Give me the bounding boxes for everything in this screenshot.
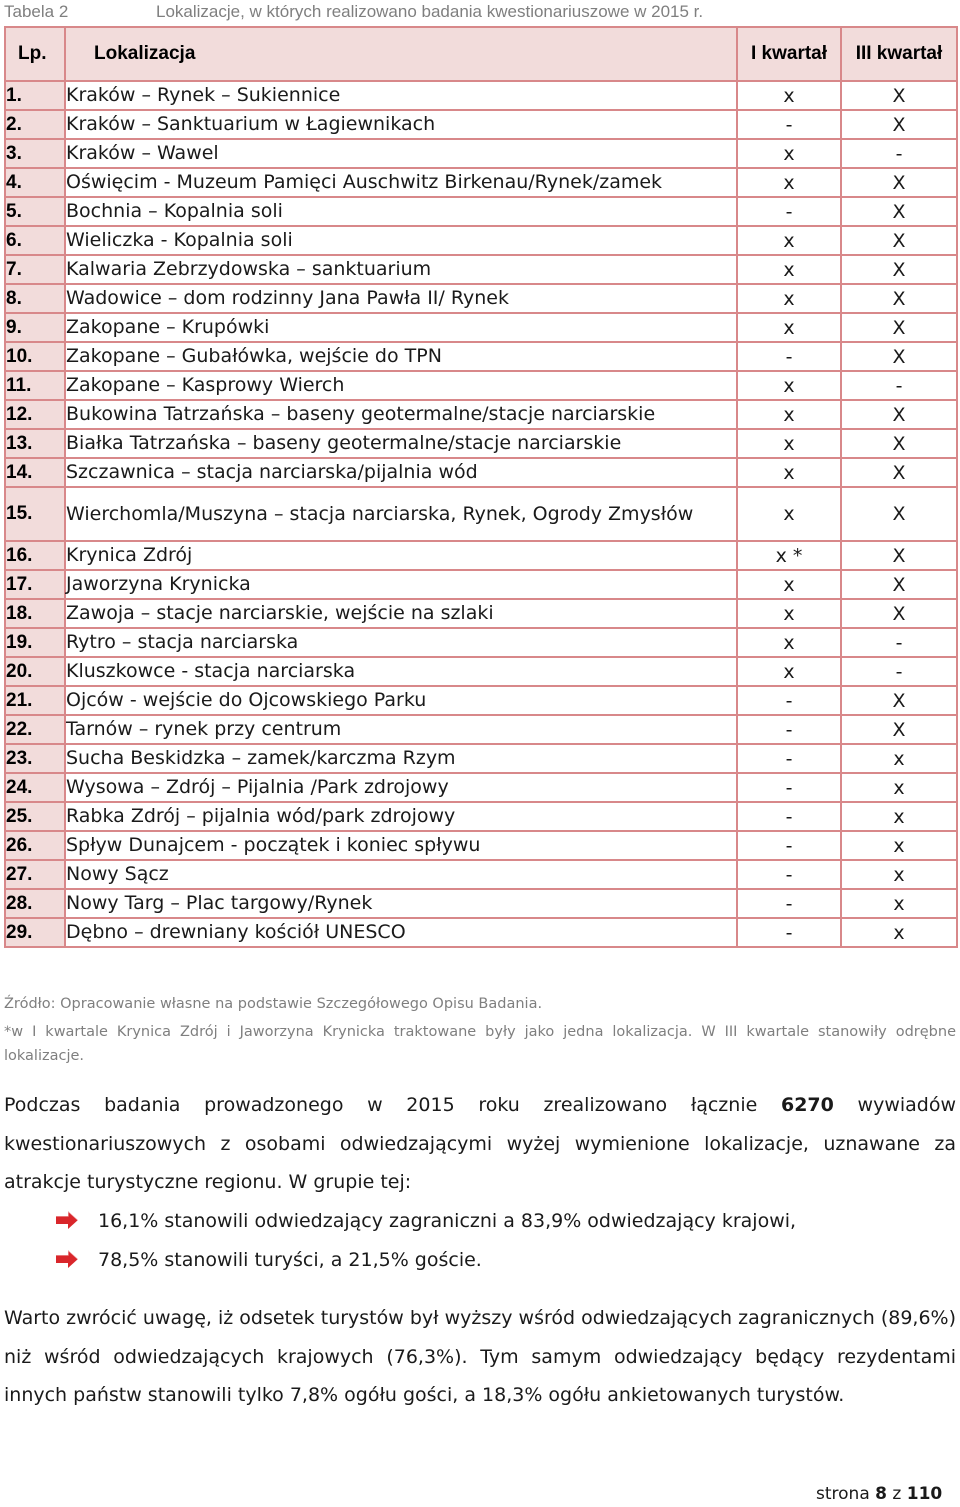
table-row	[5, 715, 957, 744]
row-number: 12.	[5, 400, 65, 429]
row-q1-mark: x	[737, 487, 841, 541]
row-q1-mark: x	[737, 139, 841, 168]
locations-table	[4, 26, 958, 948]
table-row	[5, 255, 957, 284]
row-q3-mark: x	[841, 889, 957, 918]
row-q3-mark: X	[841, 313, 957, 342]
analysis-paragraph: Warto zwrócić uwagę, iż odsetek turystów był wyższy wśród odwiedzających zagranicznych (89,6%) niż wśród odwiedzających krajowych (76,3%). Tym samym odwiedzający będący rezydentami innych państw stanowili tylko 7,8% ogółu gości, a 18,3% ogółu ankietowanych turystów.	[4, 1307, 956, 1406]
right-arrow-icon	[56, 1211, 78, 1229]
row-location: Zakopane – Kasprowy Wierch	[65, 371, 737, 400]
row-q3-mark: X	[841, 686, 957, 715]
footer-mid: z	[892, 1484, 902, 1504]
row-q1-mark: x *	[737, 541, 841, 570]
page-footer	[816, 1484, 942, 1504]
bullet-text: 16,1% stanowili odwiedzający zagraniczni a 83,9% odwiedzający krajowi,	[98, 1210, 797, 1232]
row-q3-mark: X	[841, 197, 957, 226]
table-row	[5, 168, 957, 197]
row-location: Kluszkowce - stacja narciarska	[65, 657, 737, 686]
row-q1-mark: x	[737, 458, 841, 487]
row-location: Wadowice – dom rodzinny Jana Pawła II/ Rynek	[65, 284, 737, 313]
table-row	[5, 860, 957, 889]
table-row	[5, 918, 957, 947]
table-row	[5, 599, 957, 628]
row-number: 23.	[5, 744, 65, 773]
header-lp: Lp.	[5, 27, 65, 81]
row-q1-mark: x	[737, 657, 841, 686]
row-q3-mark: x	[841, 831, 957, 860]
table-row	[5, 831, 957, 860]
row-q1-mark: x	[737, 570, 841, 599]
row-location: Spływ Dunajcem - początek i koniec spływu	[65, 831, 737, 860]
row-q3-mark: x	[841, 860, 957, 889]
row-q3-mark: X	[841, 429, 957, 458]
row-q1-mark: -	[737, 715, 841, 744]
table-title: Lokalizacje, w których realizowano badania kwestionariuszowe w 2015 r.	[156, 2, 704, 21]
table-row	[5, 889, 957, 918]
row-q1-mark: -	[737, 744, 841, 773]
row-q3-mark: x	[841, 744, 957, 773]
row-q3-mark: X	[841, 168, 957, 197]
row-location: Oświęcim - Muzeum Pamięci Auschwitz Birkenau/Rynek/zamek	[65, 168, 737, 197]
summary-text-after: wywiadów kwestionariuszowych z osobami odwiedzającymi wyżej wymienione lokalizacje, uznawane za atrakcje turystyczne regionu. W grupie tej:	[4, 1094, 957, 1193]
row-number: 11.	[5, 371, 65, 400]
source-note: Źródło: Opracowanie własne na podstawie Szczegółowego Opisu Badania.	[4, 996, 543, 1012]
row-q1-mark: -	[737, 918, 841, 947]
row-number: 2.	[5, 110, 65, 139]
footer-prefix: strona	[816, 1484, 870, 1504]
row-q3-mark: X	[841, 255, 957, 284]
table-caption	[4, 2, 954, 24]
table-row	[5, 802, 957, 831]
row-location: Ojców - wejście do Ojcowskiego Parku	[65, 686, 737, 715]
row-q1-mark: x	[737, 599, 841, 628]
row-q1-mark: x	[737, 168, 841, 197]
row-location: Kraków – Wawel	[65, 139, 737, 168]
row-q1-mark: x	[737, 255, 841, 284]
row-number: 15.	[5, 487, 65, 541]
row-number: 7.	[5, 255, 65, 284]
bullet-text: 78,5% stanowili turyści, a 21,5% goście.	[98, 1248, 482, 1271]
table-row	[5, 429, 957, 458]
row-q3-mark: X	[841, 110, 957, 139]
row-q1-mark: x	[737, 313, 841, 342]
row-q1-mark: -	[737, 831, 841, 860]
row-number: 5.	[5, 197, 65, 226]
header-q1: I kwartał	[737, 27, 841, 81]
row-number: 21.	[5, 686, 65, 715]
row-location: Zawoja – stacje narciarskie, wejście na szlaki	[65, 599, 737, 628]
row-location: Krynica Zdrój	[65, 541, 737, 570]
row-number: 24.	[5, 773, 65, 802]
row-q3-mark: X	[841, 226, 957, 255]
row-q3-mark: -	[841, 139, 957, 168]
row-q3-mark: -	[841, 628, 957, 657]
row-q3-mark: x	[841, 773, 957, 802]
row-q1-mark: -	[737, 773, 841, 802]
table-row	[5, 197, 957, 226]
table-row	[5, 657, 957, 686]
row-location: Kraków – Sanktuarium w Łagiewnikach	[65, 110, 737, 139]
table-row	[5, 628, 957, 657]
row-q3-mark: x	[841, 802, 957, 831]
table-row	[5, 284, 957, 313]
row-q3-mark: X	[841, 458, 957, 487]
row-location: Dębno – drewniany kościół UNESCO	[65, 918, 737, 947]
current-page: 8	[875, 1484, 887, 1504]
table-row	[5, 81, 957, 110]
row-location: Wysowa – Zdrój – Pijalnia /Park zdrojowy	[65, 773, 737, 802]
summary-text-before: Podczas badania prowadzonego w 2015 roku zrealizowano łącznie	[4, 1094, 758, 1116]
row-q1-mark: x	[737, 429, 841, 458]
row-q3-mark: X	[841, 715, 957, 744]
header-q3: III kwartał	[841, 27, 957, 81]
row-location: Wierchomla/Muszyna – stacja narciarska, Rynek, Ogrody Zmysłów	[65, 487, 737, 541]
table-row	[5, 371, 957, 400]
row-number: 9.	[5, 313, 65, 342]
table-row	[5, 400, 957, 429]
row-number: 25.	[5, 802, 65, 831]
row-number: 13.	[5, 429, 65, 458]
table-body	[5, 81, 957, 947]
row-location: Kraków – Rynek – Sukiennice	[65, 81, 737, 110]
row-q1-mark: -	[737, 197, 841, 226]
row-number: 16.	[5, 541, 65, 570]
row-location: Nowy Targ – Plac targowy/Rynek	[65, 889, 737, 918]
row-q1-mark: x	[737, 371, 841, 400]
row-location: Kalwaria Zebrzydowska – sanktuarium	[65, 255, 737, 284]
row-q3-mark: X	[841, 570, 957, 599]
table-row	[5, 570, 957, 599]
table-row	[5, 139, 957, 168]
table-row	[5, 541, 957, 570]
interview-count: 6270	[780, 1094, 834, 1116]
table-header-row	[5, 27, 957, 81]
row-q3-mark: X	[841, 342, 957, 371]
row-location: Wieliczka - Kopalnia soli	[65, 226, 737, 255]
row-q1-mark: x	[737, 400, 841, 429]
row-number: 29.	[5, 918, 65, 947]
row-number: 8.	[5, 284, 65, 313]
row-q3-mark: X	[841, 81, 957, 110]
table-row	[5, 458, 957, 487]
table-row	[5, 744, 957, 773]
row-q1-mark: -	[737, 802, 841, 831]
row-number: 1.	[5, 81, 65, 110]
row-location: Szczawnica – stacja narciarska/pijalnia wód	[65, 458, 737, 487]
row-location: Rytro – stacja narciarska	[65, 628, 737, 657]
row-q1-mark: x	[737, 628, 841, 657]
row-location: Bukowina Tatrzańska – baseny geotermalne/stacje narciarskie	[65, 400, 737, 429]
row-q3-mark: X	[841, 599, 957, 628]
row-location: Zakopane – Gubałówka, wejście do TPN	[65, 342, 737, 371]
footnote: *w I kwartale Krynica Zdrój i Jaworzyna Krynicka traktowane były jako jedna lokalizacja. W III kwartale stanowiły odrębne lokalizacje.	[4, 1024, 956, 1064]
bullet-list	[56, 1202, 936, 1279]
row-q1-mark: x	[737, 284, 841, 313]
row-location: Tarnów – rynek przy centrum	[65, 715, 737, 744]
row-location: Sucha Beskidzka – zamek/karczma Rzym	[65, 744, 737, 773]
row-number: 3.	[5, 139, 65, 168]
row-number: 14.	[5, 458, 65, 487]
row-number: 27.	[5, 860, 65, 889]
row-number: 6.	[5, 226, 65, 255]
row-q1-mark: -	[737, 686, 841, 715]
summary-paragraph	[4, 1086, 956, 1202]
row-q3-mark: -	[841, 371, 957, 400]
table-row	[5, 110, 957, 139]
row-location: Bochnia – Kopalnia soli	[65, 197, 737, 226]
row-q1-mark: -	[737, 342, 841, 371]
table-row	[5, 686, 957, 715]
row-location: Białka Tatrzańska – baseny geotermalne/stacje narciarskie	[65, 429, 737, 458]
right-arrow-icon	[56, 1250, 78, 1268]
row-number: 18.	[5, 599, 65, 628]
table-row	[5, 226, 957, 255]
row-location: Nowy Sącz	[65, 860, 737, 889]
header-location: Lokalizacja	[65, 27, 737, 81]
row-q3-mark: X	[841, 487, 957, 541]
row-q3-mark: X	[841, 284, 957, 313]
bullet-item	[56, 1241, 936, 1280]
row-number: 20.	[5, 657, 65, 686]
table-number: Tabela 2	[4, 2, 69, 21]
row-number: 17.	[5, 570, 65, 599]
row-q1-mark: -	[737, 860, 841, 889]
table-row	[5, 487, 957, 541]
row-number: 19.	[5, 628, 65, 657]
table-row	[5, 773, 957, 802]
row-location: Rabka Zdrój – pijalnia wód/park zdrojowy	[65, 802, 737, 831]
row-q3-mark: X	[841, 400, 957, 429]
bullet-item	[56, 1202, 936, 1241]
row-number: 26.	[5, 831, 65, 860]
row-number: 10.	[5, 342, 65, 371]
row-q1-mark: -	[737, 889, 841, 918]
row-number: 22.	[5, 715, 65, 744]
row-q1-mark: x	[737, 81, 841, 110]
row-q1-mark: x	[737, 226, 841, 255]
table-row	[5, 313, 957, 342]
row-number: 4.	[5, 168, 65, 197]
row-q3-mark: X	[841, 541, 957, 570]
row-q1-mark: -	[737, 110, 841, 139]
row-q3-mark: -	[841, 657, 957, 686]
total-pages: 110	[906, 1484, 943, 1504]
table-row	[5, 342, 957, 371]
row-location: Zakopane – Krupówki	[65, 313, 737, 342]
row-location: Jaworzyna Krynicka	[65, 570, 737, 599]
row-number: 28.	[5, 889, 65, 918]
row-q3-mark: x	[841, 918, 957, 947]
